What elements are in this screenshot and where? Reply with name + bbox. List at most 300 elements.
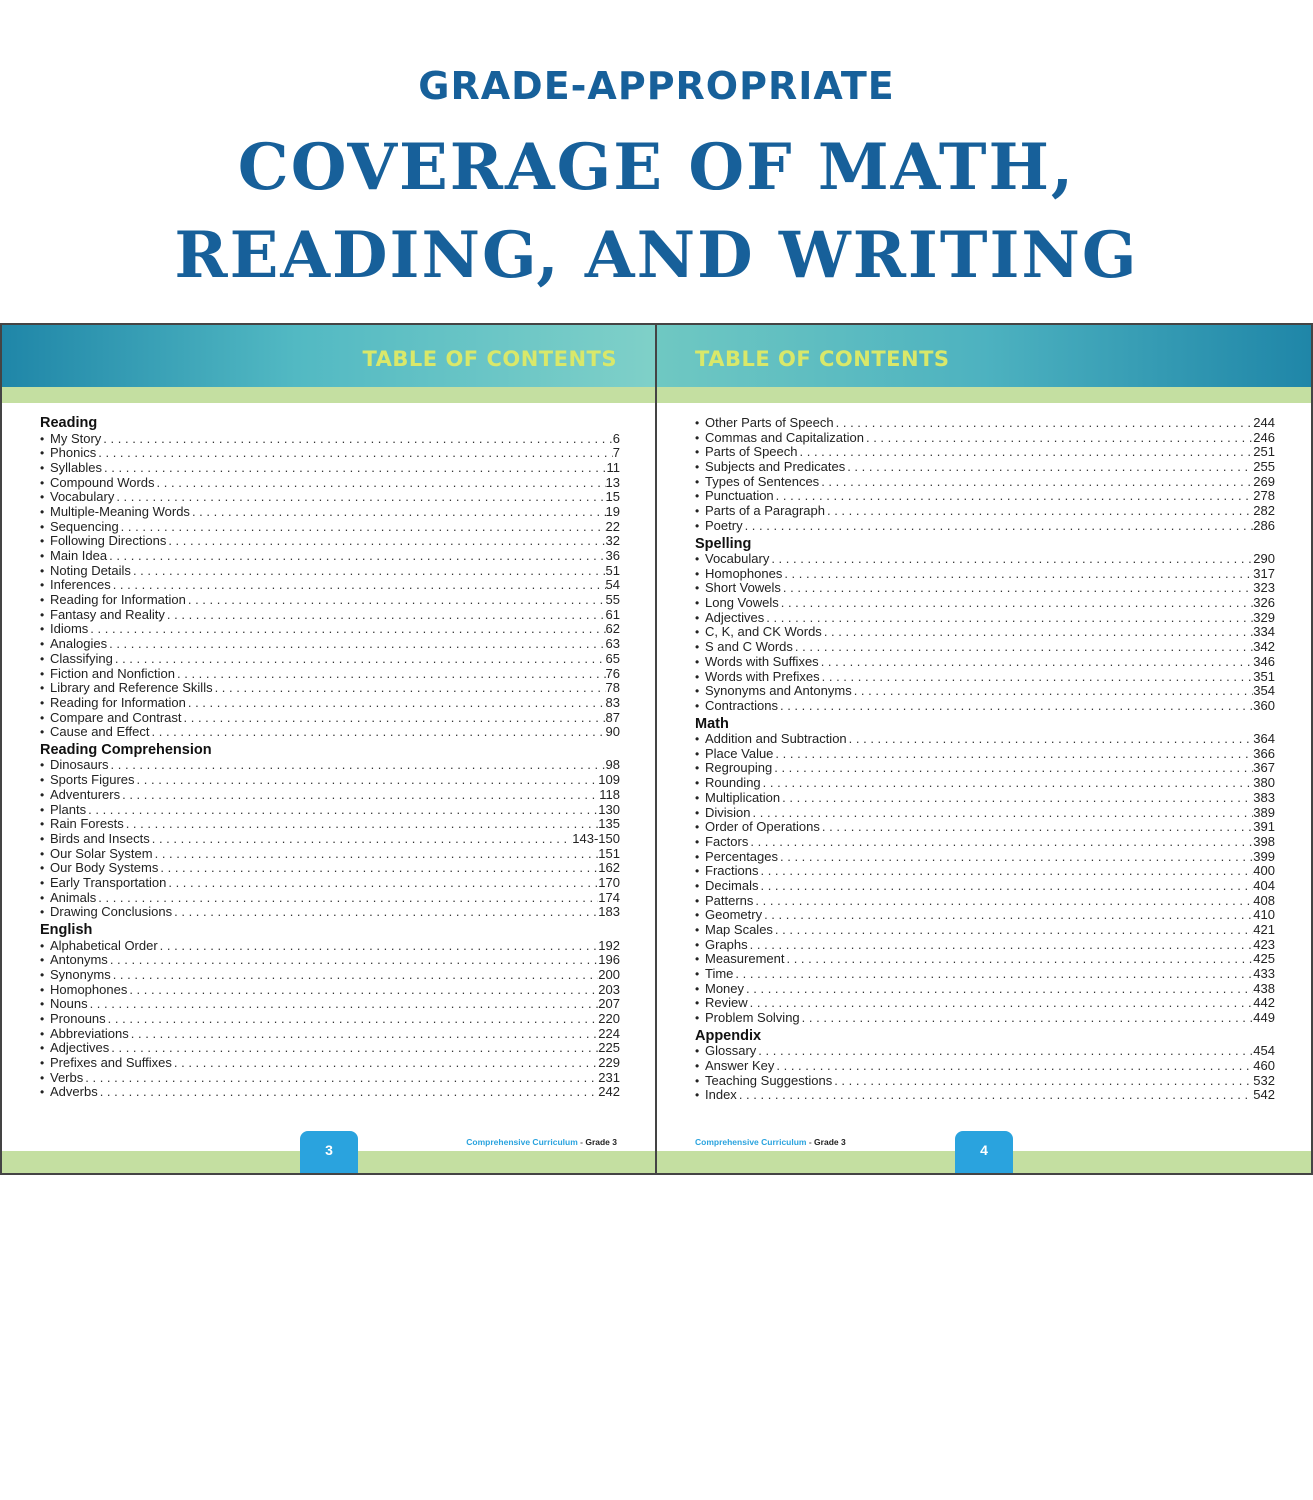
- toc-entry-label: Antonyms: [50, 952, 108, 968]
- bullet-icon: •: [695, 996, 700, 1011]
- toc-entry-label: Long Vowels: [705, 595, 779, 611]
- toc-entry-label: Time: [705, 966, 734, 982]
- right-footer-separator: -: [806, 1137, 815, 1147]
- bullet-icon: •: [695, 923, 700, 937]
- dot-leader: [774, 489, 1254, 504]
- bullet-icon: •: [695, 849, 700, 864]
- toc-entry: [40, 578, 620, 593]
- toc-entry-page: 98: [605, 757, 620, 773]
- toc-entry-page: 51: [605, 562, 620, 578]
- bullet-icon: •: [695, 937, 700, 952]
- toc-entry-label: Words with Prefixes: [705, 668, 820, 684]
- toc-entry: [695, 581, 1275, 596]
- toc-entry-label: Our Solar System: [50, 845, 153, 861]
- bullet-icon: •: [40, 563, 45, 578]
- toc-entry-page: 62: [605, 621, 620, 637]
- toc-entry: [695, 655, 1275, 670]
- bullet-icon: •: [40, 1011, 45, 1026]
- toc-entry-label: Drawing Conclusions: [50, 904, 173, 920]
- dot-leader: [86, 803, 598, 818]
- bullet-icon: •: [40, 725, 45, 740]
- toc-entry-page: 15: [605, 489, 620, 505]
- toc-entry: [40, 1085, 620, 1100]
- dot-leader: [158, 861, 598, 876]
- bullet-icon: •: [40, 622, 45, 637]
- dot-leader: [109, 1041, 598, 1056]
- toc-entry-page: 410: [1253, 907, 1275, 923]
- toc-entry-label: Classifying: [50, 650, 113, 666]
- toc-entry-page: 170: [598, 874, 620, 890]
- dot-leader: [186, 696, 606, 711]
- left-footer-grade: Grade 3: [585, 1137, 617, 1147]
- bullet-icon: •: [695, 893, 700, 908]
- toc-entry-page: 225: [598, 1040, 620, 1056]
- dot-leader: [780, 791, 1253, 806]
- toc-entry-label: Money: [705, 980, 745, 996]
- toc-entry-page: 143-150: [572, 830, 620, 846]
- toc-entry-page: 383: [1253, 789, 1275, 805]
- bullet-icon: •: [695, 820, 700, 835]
- toc-entry-page: 78: [605, 680, 620, 696]
- bullet-icon: •: [695, 746, 700, 761]
- toc-entry-label: Adverbs: [50, 1084, 98, 1100]
- dot-leader: [186, 593, 606, 608]
- dot-leader: [820, 670, 1254, 685]
- toc-entry-label: Graphs: [705, 936, 748, 952]
- bullet-icon: •: [695, 805, 700, 820]
- toc-entry: [40, 476, 620, 491]
- toc-entry-label: Compare and Contrast: [50, 709, 182, 725]
- toc-entry: [695, 552, 1275, 567]
- toc-entry-page: 354: [1253, 683, 1275, 699]
- toc-entry-page: 367: [1253, 760, 1275, 776]
- left-page-banner-title: TABLE OF CONTENTS: [362, 347, 617, 371]
- toc-entry-label: Rounding: [705, 775, 761, 791]
- toc-entry-label: Idioms: [50, 621, 89, 637]
- dot-leader: [106, 1012, 599, 1027]
- toc-entry-page: 425: [1253, 951, 1275, 967]
- toc-entry-page: 460: [1253, 1058, 1275, 1073]
- toc-entry-page: 404: [1253, 877, 1275, 893]
- dot-leader: [172, 1056, 598, 1071]
- toc-entry-page: 329: [1253, 609, 1275, 625]
- bullet-icon: •: [40, 593, 45, 608]
- toc-entry-page: 183: [598, 904, 620, 920]
- bullet-icon: •: [695, 518, 700, 533]
- toc-entry-page: 449: [1253, 1010, 1275, 1026]
- toc-entry-page: 438: [1253, 980, 1275, 996]
- toc-entry: [695, 431, 1275, 446]
- toc-entry-label: Synonyms: [50, 966, 111, 982]
- dot-leader: [111, 578, 606, 593]
- bullet-icon: •: [40, 681, 45, 696]
- toc-entry: [40, 1012, 620, 1027]
- toc-section: [695, 717, 1275, 1026]
- dot-leader: [758, 864, 1253, 879]
- bullet-icon: •: [40, 817, 45, 832]
- toc-entry-label: Multiplication: [705, 789, 781, 805]
- dot-leader: [773, 747, 1253, 762]
- dot-leader: [127, 983, 598, 998]
- bullet-icon: •: [40, 953, 45, 968]
- dot-leader: [83, 1071, 598, 1086]
- toc-entry: [40, 1041, 620, 1056]
- toc-entry: [695, 489, 1275, 504]
- toc-entry-label: Patterns: [705, 892, 754, 908]
- toc-entry: [40, 432, 620, 447]
- bullet-icon: •: [695, 834, 700, 849]
- toc-entry: [40, 905, 620, 920]
- bullet-icon: •: [695, 952, 700, 967]
- dot-leader: [751, 806, 1254, 821]
- toc-entry-page: 251: [1253, 444, 1275, 460]
- toc-entry-label: Fantasy and Reality: [50, 606, 165, 622]
- toc-entry-label: Multiple-Meaning Words: [50, 503, 190, 519]
- bullet-icon: •: [695, 1088, 700, 1103]
- toc-entry: [695, 938, 1275, 953]
- toc-entry: [695, 416, 1275, 431]
- toc-entry-label: Vocabulary: [50, 489, 115, 505]
- dot-leader: [733, 967, 1253, 982]
- toc-entry-page: 334: [1253, 624, 1275, 640]
- toc-entry-label: Geometry: [705, 907, 763, 923]
- toc-entry-page: 54: [605, 577, 620, 593]
- toc-entry-label: Inferences: [50, 577, 111, 593]
- dot-leader: [150, 832, 573, 847]
- dot-leader: [834, 416, 1254, 431]
- toc-entry: [40, 490, 620, 505]
- toc-entry: [695, 776, 1275, 791]
- bullet-icon: •: [695, 776, 700, 791]
- toc-entry: [40, 711, 620, 726]
- dot-leader: [114, 490, 605, 505]
- toc-entry-page: 366: [1253, 745, 1275, 761]
- toc-entry-page: 7: [612, 445, 620, 461]
- dot-leader: [748, 938, 1254, 953]
- toc-entry-label: Syllables: [50, 459, 103, 475]
- toc-entry-label: Abbreviations: [50, 1025, 129, 1041]
- dot-leader: [769, 552, 1253, 567]
- bullet-icon: •: [695, 1059, 700, 1073]
- toc-entry-label: Library and Reference Skills: [50, 680, 213, 696]
- dot-leader: [762, 908, 1253, 923]
- toc-entry: [40, 983, 620, 998]
- bullet-icon: •: [695, 581, 700, 596]
- toc-entry-page: 6: [612, 430, 620, 446]
- toc-entry-page: 13: [605, 474, 620, 490]
- toc-entry: [40, 891, 620, 906]
- bullet-icon: •: [695, 878, 700, 893]
- toc-entry-label: Nouns: [50, 996, 88, 1012]
- toc-entry-page: 11: [606, 459, 620, 475]
- toc-entry-page: 255: [1253, 459, 1275, 475]
- dot-leader: [819, 655, 1254, 670]
- dot-leader: [98, 1085, 599, 1100]
- bullet-icon: •: [40, 1070, 45, 1085]
- toc-entry-label: Main Idea: [50, 548, 108, 563]
- toc-entry-page: 342: [1253, 639, 1275, 655]
- toc-entry: [695, 732, 1275, 747]
- bullet-icon: •: [695, 732, 700, 747]
- left-footer-separator: -: [577, 1137, 586, 1147]
- toc-entry: [695, 567, 1275, 582]
- toc-entry-label: Cause and Effect: [50, 724, 150, 740]
- toc-entry-label: Fiction and Nonfiction: [50, 665, 176, 681]
- toc-entry-label: Parts of a Paragraph: [705, 503, 825, 519]
- toc-entry-label: Review: [705, 995, 748, 1011]
- toc-entry-label: Adventurers: [50, 786, 121, 802]
- bullet-icon: •: [40, 519, 45, 534]
- bullet-icon: •: [695, 698, 700, 713]
- toc-entry-label: Early Transportation: [50, 874, 167, 890]
- toc-entry-page: 55: [605, 592, 620, 608]
- bullet-icon: •: [695, 430, 700, 445]
- toc-entry-label: Birds and Insects: [50, 830, 150, 846]
- toc-entry: [40, 997, 620, 1012]
- left-footer-text: [466, 1137, 617, 1147]
- bullet-icon: •: [695, 684, 700, 699]
- toc-entry: [695, 1074, 1275, 1089]
- dot-leader: [800, 1011, 1254, 1026]
- dot-leader: [761, 776, 1254, 791]
- toc-entry-page: 224: [598, 1025, 620, 1041]
- dot-leader: [172, 905, 598, 920]
- toc-entry-label: Prefixes and Suffixes: [50, 1055, 172, 1070]
- toc-entry-label: Homophones: [705, 565, 783, 581]
- toc-entry-page: 290: [1253, 551, 1275, 566]
- toc-entry: [695, 670, 1275, 685]
- bullet-icon: •: [40, 802, 45, 817]
- toc-entry-page: 22: [605, 518, 620, 534]
- toc-entry-label: Sports Figures: [50, 772, 135, 788]
- toc-entry-label: Types of Sentences: [705, 473, 820, 489]
- toc-entry-page: 246: [1253, 429, 1275, 445]
- bullet-icon: •: [40, 431, 45, 446]
- bullet-icon: •: [695, 981, 700, 996]
- toc-entry: [695, 952, 1275, 967]
- toc-entry-label: Decimals: [705, 877, 759, 893]
- toc-entry: [40, 461, 620, 476]
- toc-entry-page: 423: [1253, 936, 1275, 952]
- toc-entry: [40, 505, 620, 520]
- bullet-icon: •: [40, 504, 45, 519]
- bullet-icon: •: [40, 490, 45, 505]
- toc-entry-label: S and C Words: [705, 639, 793, 655]
- toc-section: [695, 537, 1275, 714]
- toc-entry-page: 532: [1253, 1072, 1275, 1088]
- dot-leader: [781, 581, 1253, 596]
- toc-entry: [695, 835, 1275, 850]
- dot-leader: [743, 519, 1254, 534]
- toc-entry: [40, 953, 620, 968]
- dot-leader: [88, 622, 605, 637]
- toc-entry: [40, 876, 620, 891]
- toc-entry-page: 442: [1253, 995, 1275, 1011]
- right-banner-stripe: [657, 387, 1311, 403]
- toc-entry-page: 542: [1253, 1087, 1275, 1103]
- toc-entry-label: Regrouping: [705, 760, 773, 776]
- toc-entry-page: 83: [605, 694, 620, 710]
- toc-entry-label: Reading for Information: [50, 592, 186, 608]
- left-page: [0, 325, 656, 1173]
- toc-section-heading: Appendix: [695, 1027, 762, 1044]
- bullet-icon: •: [40, 773, 45, 788]
- bullet-icon: •: [695, 761, 700, 776]
- toc-entry-page: 90: [605, 724, 620, 740]
- bullet-icon: •: [695, 596, 700, 611]
- toc-entry: [40, 758, 620, 773]
- dot-leader: [784, 952, 1253, 967]
- dot-leader: [166, 534, 605, 549]
- toc-section-heading: Reading: [40, 415, 98, 431]
- toc-entry: [40, 861, 620, 876]
- dot-leader: [737, 1088, 1253, 1103]
- dot-leader: [825, 504, 1253, 519]
- toc-entry-page: 200: [598, 966, 620, 982]
- toc-entry: [40, 788, 620, 803]
- dot-leader: [864, 431, 1253, 446]
- toc-entry-page: 380: [1253, 775, 1275, 791]
- right-footer-text: [695, 1137, 846, 1147]
- bullet-icon: •: [40, 1056, 45, 1070]
- toc-entry-page: 36: [605, 548, 620, 563]
- toc-entry-page: 63: [605, 636, 620, 652]
- toc-entry-page: 351: [1253, 668, 1275, 684]
- toc-entry-label: Phonics: [50, 445, 97, 461]
- bullet-icon: •: [40, 875, 45, 890]
- toc-entry: [695, 982, 1275, 997]
- toc-entry: [695, 699, 1275, 714]
- bullet-icon: •: [40, 1041, 45, 1056]
- toc-entry: [695, 923, 1275, 938]
- bullet-icon: •: [695, 489, 700, 504]
- toc-entry-label: Poetry: [705, 517, 743, 533]
- left-footer-curriculum: Comprehensive Curriculum: [466, 1137, 578, 1147]
- dot-leader: [96, 891, 598, 906]
- toc-entry-page: 391: [1253, 819, 1275, 835]
- bullet-icon: •: [40, 905, 45, 920]
- headline-eyebrow: GRADE-APPROPRIATE: [418, 64, 895, 108]
- bullet-icon: •: [695, 908, 700, 923]
- toc-entry: [695, 1088, 1275, 1103]
- dot-leader: [819, 475, 1253, 490]
- bullet-icon: •: [695, 552, 700, 566]
- toc-entry-page: 242: [598, 1084, 620, 1100]
- toc-entry: [40, 1056, 620, 1071]
- toc-entry-label: Pronouns: [50, 1010, 106, 1026]
- toc-entry-label: Measurement: [705, 951, 785, 967]
- toc-entry-page: 135: [598, 816, 620, 832]
- toc-entry-label: Analogies: [50, 636, 108, 652]
- toc-entry-page: 32: [605, 533, 620, 549]
- toc-entry-label: Adjectives: [705, 609, 765, 625]
- toc-entry-label: Order of Operations: [705, 819, 820, 835]
- toc-entry: [40, 681, 620, 696]
- bullet-icon: •: [695, 654, 700, 669]
- bullet-icon: •: [40, 967, 45, 982]
- bullet-icon: •: [40, 637, 45, 652]
- toc-entry: [695, 747, 1275, 762]
- toc-entry: [695, 611, 1275, 626]
- dot-leader: [131, 564, 606, 579]
- toc-entry: [695, 879, 1275, 894]
- toc-entry-label: Answer Key: [705, 1058, 775, 1073]
- toc-entry: [40, 534, 620, 549]
- dot-leader: [758, 879, 1253, 894]
- toc-entry-label: Compound Words: [50, 474, 155, 490]
- dot-leader: [108, 953, 598, 968]
- dot-leader: [165, 608, 606, 623]
- toc-entry-label: Synonyms and Antonyms: [705, 683, 852, 699]
- toc-entry-page: 61: [605, 606, 620, 622]
- toc-entry: [695, 791, 1275, 806]
- toc-entry-page: 109: [598, 772, 620, 788]
- toc-entry: [40, 564, 620, 579]
- toc-entry: [695, 820, 1275, 835]
- bullet-icon: •: [695, 416, 700, 430]
- toc-entry-page: 203: [598, 981, 620, 997]
- dot-leader: [213, 681, 606, 696]
- toc-entry: [40, 622, 620, 637]
- toc-entry-label: Other Parts of Speech: [705, 415, 834, 430]
- toc-entry-label: Fractions: [705, 863, 759, 879]
- toc-entry: [40, 725, 620, 740]
- toc-entry-label: Reading for Information: [50, 694, 186, 710]
- toc-section-heading: Reading Comprehension: [40, 741, 212, 758]
- bullet-icon: •: [40, 475, 45, 490]
- toc-entry: [40, 637, 620, 652]
- right-footer-grade: Grade 3: [814, 1137, 846, 1147]
- toc-entry: [695, 519, 1275, 534]
- dot-leader: [820, 820, 1253, 835]
- toc-entry: [40, 608, 620, 623]
- book-spread: [0, 323, 1313, 1175]
- toc-entry: [40, 832, 620, 847]
- dot-leader: [120, 788, 599, 803]
- dot-leader: [832, 1074, 1253, 1089]
- bullet-icon: •: [40, 846, 45, 861]
- dot-leader: [135, 773, 599, 788]
- toc-section-heading: Math: [695, 715, 729, 732]
- toc-section: [40, 743, 620, 920]
- bullet-icon: •: [695, 460, 700, 475]
- dot-leader: [166, 876, 598, 891]
- toc-entry: [695, 908, 1275, 923]
- dot-leader: [102, 461, 606, 476]
- dot-leader: [107, 637, 605, 652]
- dot-leader: [88, 997, 599, 1012]
- toc-entry-page: 269: [1253, 473, 1275, 489]
- bullet-icon: •: [40, 997, 45, 1012]
- toc-entry-page: 323: [1253, 580, 1275, 596]
- dot-leader: [764, 611, 1253, 626]
- toc-entry-page: 130: [598, 801, 620, 817]
- toc-entry-page: 231: [598, 1069, 620, 1085]
- right-table-of-contents: [695, 416, 1275, 1103]
- toc-entry-label: Place Value: [705, 745, 774, 761]
- toc-entry-page: 421: [1253, 922, 1275, 937]
- toc-entry: [695, 445, 1275, 460]
- toc-entry-page: 192: [598, 937, 620, 953]
- bullet-icon: •: [40, 695, 45, 710]
- toc-entry-page: 282: [1253, 503, 1275, 519]
- dot-leader: [753, 894, 1253, 909]
- toc-entry: [40, 652, 620, 667]
- toc-entry-label: Factors: [705, 833, 749, 849]
- headline-title-line-2: READING, AND WRITING: [174, 218, 1139, 293]
- toc-entry-label: Short Vowels: [705, 580, 781, 596]
- toc-entry: [695, 894, 1275, 909]
